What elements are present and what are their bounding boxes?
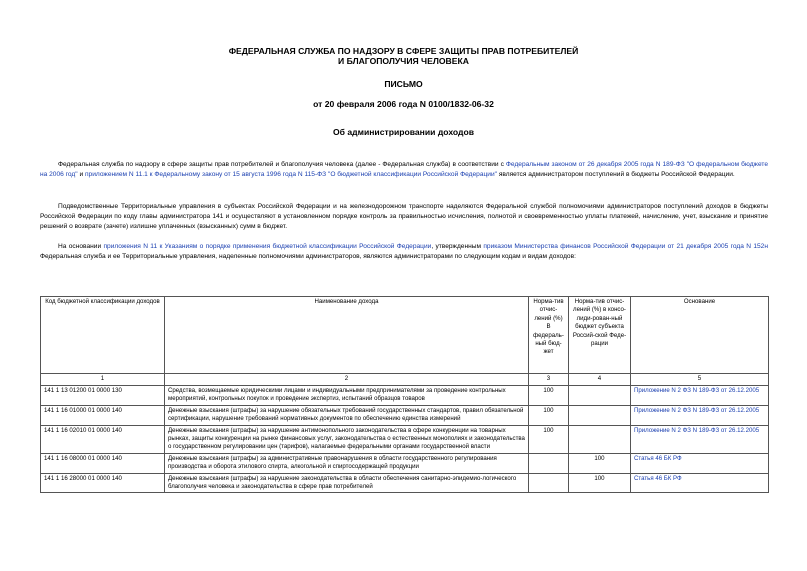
cell-code: 141 1 13 01200 01 0000 130 (41, 386, 165, 406)
cell-norm-subject: 100 (569, 473, 631, 493)
paragraph-3-text-b: , утвержденным (431, 243, 484, 250)
cell-basis (631, 405, 769, 425)
cell-name: Денежные взыскания (штрафы) за нарушение антимонопольного законодательства в сфере конкуренции на товарных рынках, защиты конкуренции на рынке финансовых услуг, законодательства о естественных монополиях и законодательства о государственном регулировании цен (тарифов), налагаемые федеральными органами государственной власти (165, 425, 529, 453)
header-norm-subject: Норма-тив отчис-лений (%) в консо-лиди-рован-ный бюджет субъекта Россий-ской Феде-рации (569, 297, 631, 374)
paragraph-2-text: Подведомственные Территориальные управления в субъектах Российской Федерации и на железнодорожном транспорте наделяются Федеральной службой полномочиями администраторов поступлений доходов в бюджеты Российской Федерации по коду главы администратора 141 и осуществляют в установленном порядке контроль за правильностью исчисления, полнотой и своевременностью уплаты платежей, начисление, учет, взыскание и принятие решений о возврате (зачете) излишне уплаченных (взысканных) сумм в бюджет. (40, 203, 768, 230)
cell-norm-subject (569, 405, 631, 425)
cell-basis (631, 453, 769, 473)
column-number: 5 (631, 374, 769, 386)
table-row (41, 386, 769, 406)
paragraph-1-text-c: является администратором поступлений в бюджеты Российской Федерации. (496, 171, 735, 178)
paragraph-1-text-a: Федеральная служба по надзору в сфере защиты прав потребителей и благополучия человека (далее - Федеральная служба) в соответствии с (58, 161, 506, 168)
link-federal-law-189[interactable]: Федеральным законом от 26 декабря 2005 года N 189-ФЗ "О федеральном бюджете на 2006 год" (40, 161, 769, 178)
table-row (41, 425, 769, 453)
cell-norm-federal: 100 (529, 405, 569, 425)
link-basis[interactable]: Приложение N 2 ФЗ N 189-ФЗ от 26.12.2005 (634, 426, 760, 434)
cell-name: Денежные взыскания (штрафы) за административные правонарушения в области государственного регулирования производства и оборота этилового спирта, алкогольной и спиртосодержащей продукции (165, 453, 529, 473)
cell-norm-subject (569, 425, 631, 453)
revenue-codes-table (40, 296, 769, 493)
cell-name: Средства, возмещаемые юридическими лицами и индивидуальными предпринимателями за проведение контрольных мероприятий, контрольных покупок и проведение экспертиз, испытаний образцов товаров (165, 386, 529, 406)
table-column-numbers-row (41, 374, 769, 386)
cell-norm-federal (529, 453, 569, 473)
paragraph-1-text-b: и (77, 171, 85, 178)
paragraph-3 (40, 242, 768, 262)
paragraph-2 (40, 202, 768, 232)
agency-title-line2: И БЛАГОПОЛУЧИЯ ЧЕЛОВЕКА (338, 56, 469, 66)
link-basis[interactable]: Статья 46 БК РФ (634, 454, 682, 462)
cell-norm-subject (569, 386, 631, 406)
link-basis[interactable]: Приложение N 2 ФЗ N 189-ФЗ от 26.12.2005 (634, 406, 760, 414)
agency-title-line1: ФЕДЕРАЛЬНАЯ СЛУЖБА ПО НАДЗОРУ В СФЕРЕ ЗАЩИТЫ ПРАВ ПОТРЕБИТЕЛЕЙ (228, 46, 579, 56)
document-subject: Об администрировании доходов (332, 127, 475, 137)
cell-norm-federal (529, 473, 569, 493)
header-basis: Основание (631, 297, 769, 374)
column-number: 2 (165, 374, 529, 386)
header-norm-federal: Норма-тив отчис-лений (%) В федераль-ный бюд-жет (529, 297, 569, 374)
link-minfin-order-152n[interactable]: приказом Министерства финансов Российской Федерации от 21 декабря 2005 года N 152н (483, 243, 768, 250)
table-row (41, 405, 769, 425)
cell-basis (631, 425, 769, 453)
cell-code: 141 1 16 08000 01 0000 140 (41, 453, 165, 473)
document-date-number: от 20 февраля 2006 года N 0100/1832-06-32 (313, 99, 494, 109)
cell-code: 141 1 16 01000 01 0000 140 (41, 405, 165, 425)
header-code: Код бюджетной классификации доходов (41, 297, 165, 374)
cell-norm-federal: 100 (529, 386, 569, 406)
paragraph-3-text-a: На основании (58, 243, 104, 250)
column-number: 1 (41, 374, 165, 386)
document-type: ПИСЬМО (384, 79, 423, 89)
cell-basis (631, 473, 769, 493)
link-appendix-11-1[interactable]: приложением N 11.1 к Федеральному закону от 15 августа 1996 года N 115-ФЗ "О бюджетной классификации Российской Федерации" (84, 171, 497, 178)
paragraph-1 (40, 160, 768, 180)
cell-name: Денежные взыскания (штрафы) за нарушение обязательных требований государственных стандартов, правил обязательной сертификации, нарушение требований нормативных документов по обеспечению единства измерений (165, 405, 529, 425)
link-appendix-11-instructions[interactable]: приложения N 11 к Указаниям о порядке применения бюджетной классификации Российской Федерации (103, 243, 432, 250)
link-basis[interactable]: Статья 46 БК РФ (634, 474, 682, 482)
cell-norm-subject: 100 (569, 453, 631, 473)
cell-norm-federal: 100 (529, 425, 569, 453)
cell-basis (631, 386, 769, 406)
header-name: Наименование дохода (165, 297, 529, 374)
column-number: 3 (529, 374, 569, 386)
paragraph-3-text-c: Федеральная служба и ее Территориальные управления, наделенные полномочиями администраторов, являются администраторами по следующим кодам и видам доходов: (40, 253, 576, 260)
table-row (41, 453, 769, 473)
column-number: 4 (569, 374, 631, 386)
cell-code: 141 1 16 02010 01 0000 140 (41, 425, 165, 453)
cell-code: 141 1 16 28000 01 0000 140 (41, 473, 165, 493)
link-basis[interactable]: Приложение N 2 ФЗ N 189-ФЗ от 26.12.2005 (634, 387, 760, 394)
table-header-row (41, 297, 769, 374)
cell-name: Денежные взыскания (штрафы) за нарушение законодательства в области обеспечения санитарно-эпидемио-логического благополучия человека и законодательства в сфере прав потребителей (165, 473, 529, 493)
table-row (41, 473, 769, 493)
